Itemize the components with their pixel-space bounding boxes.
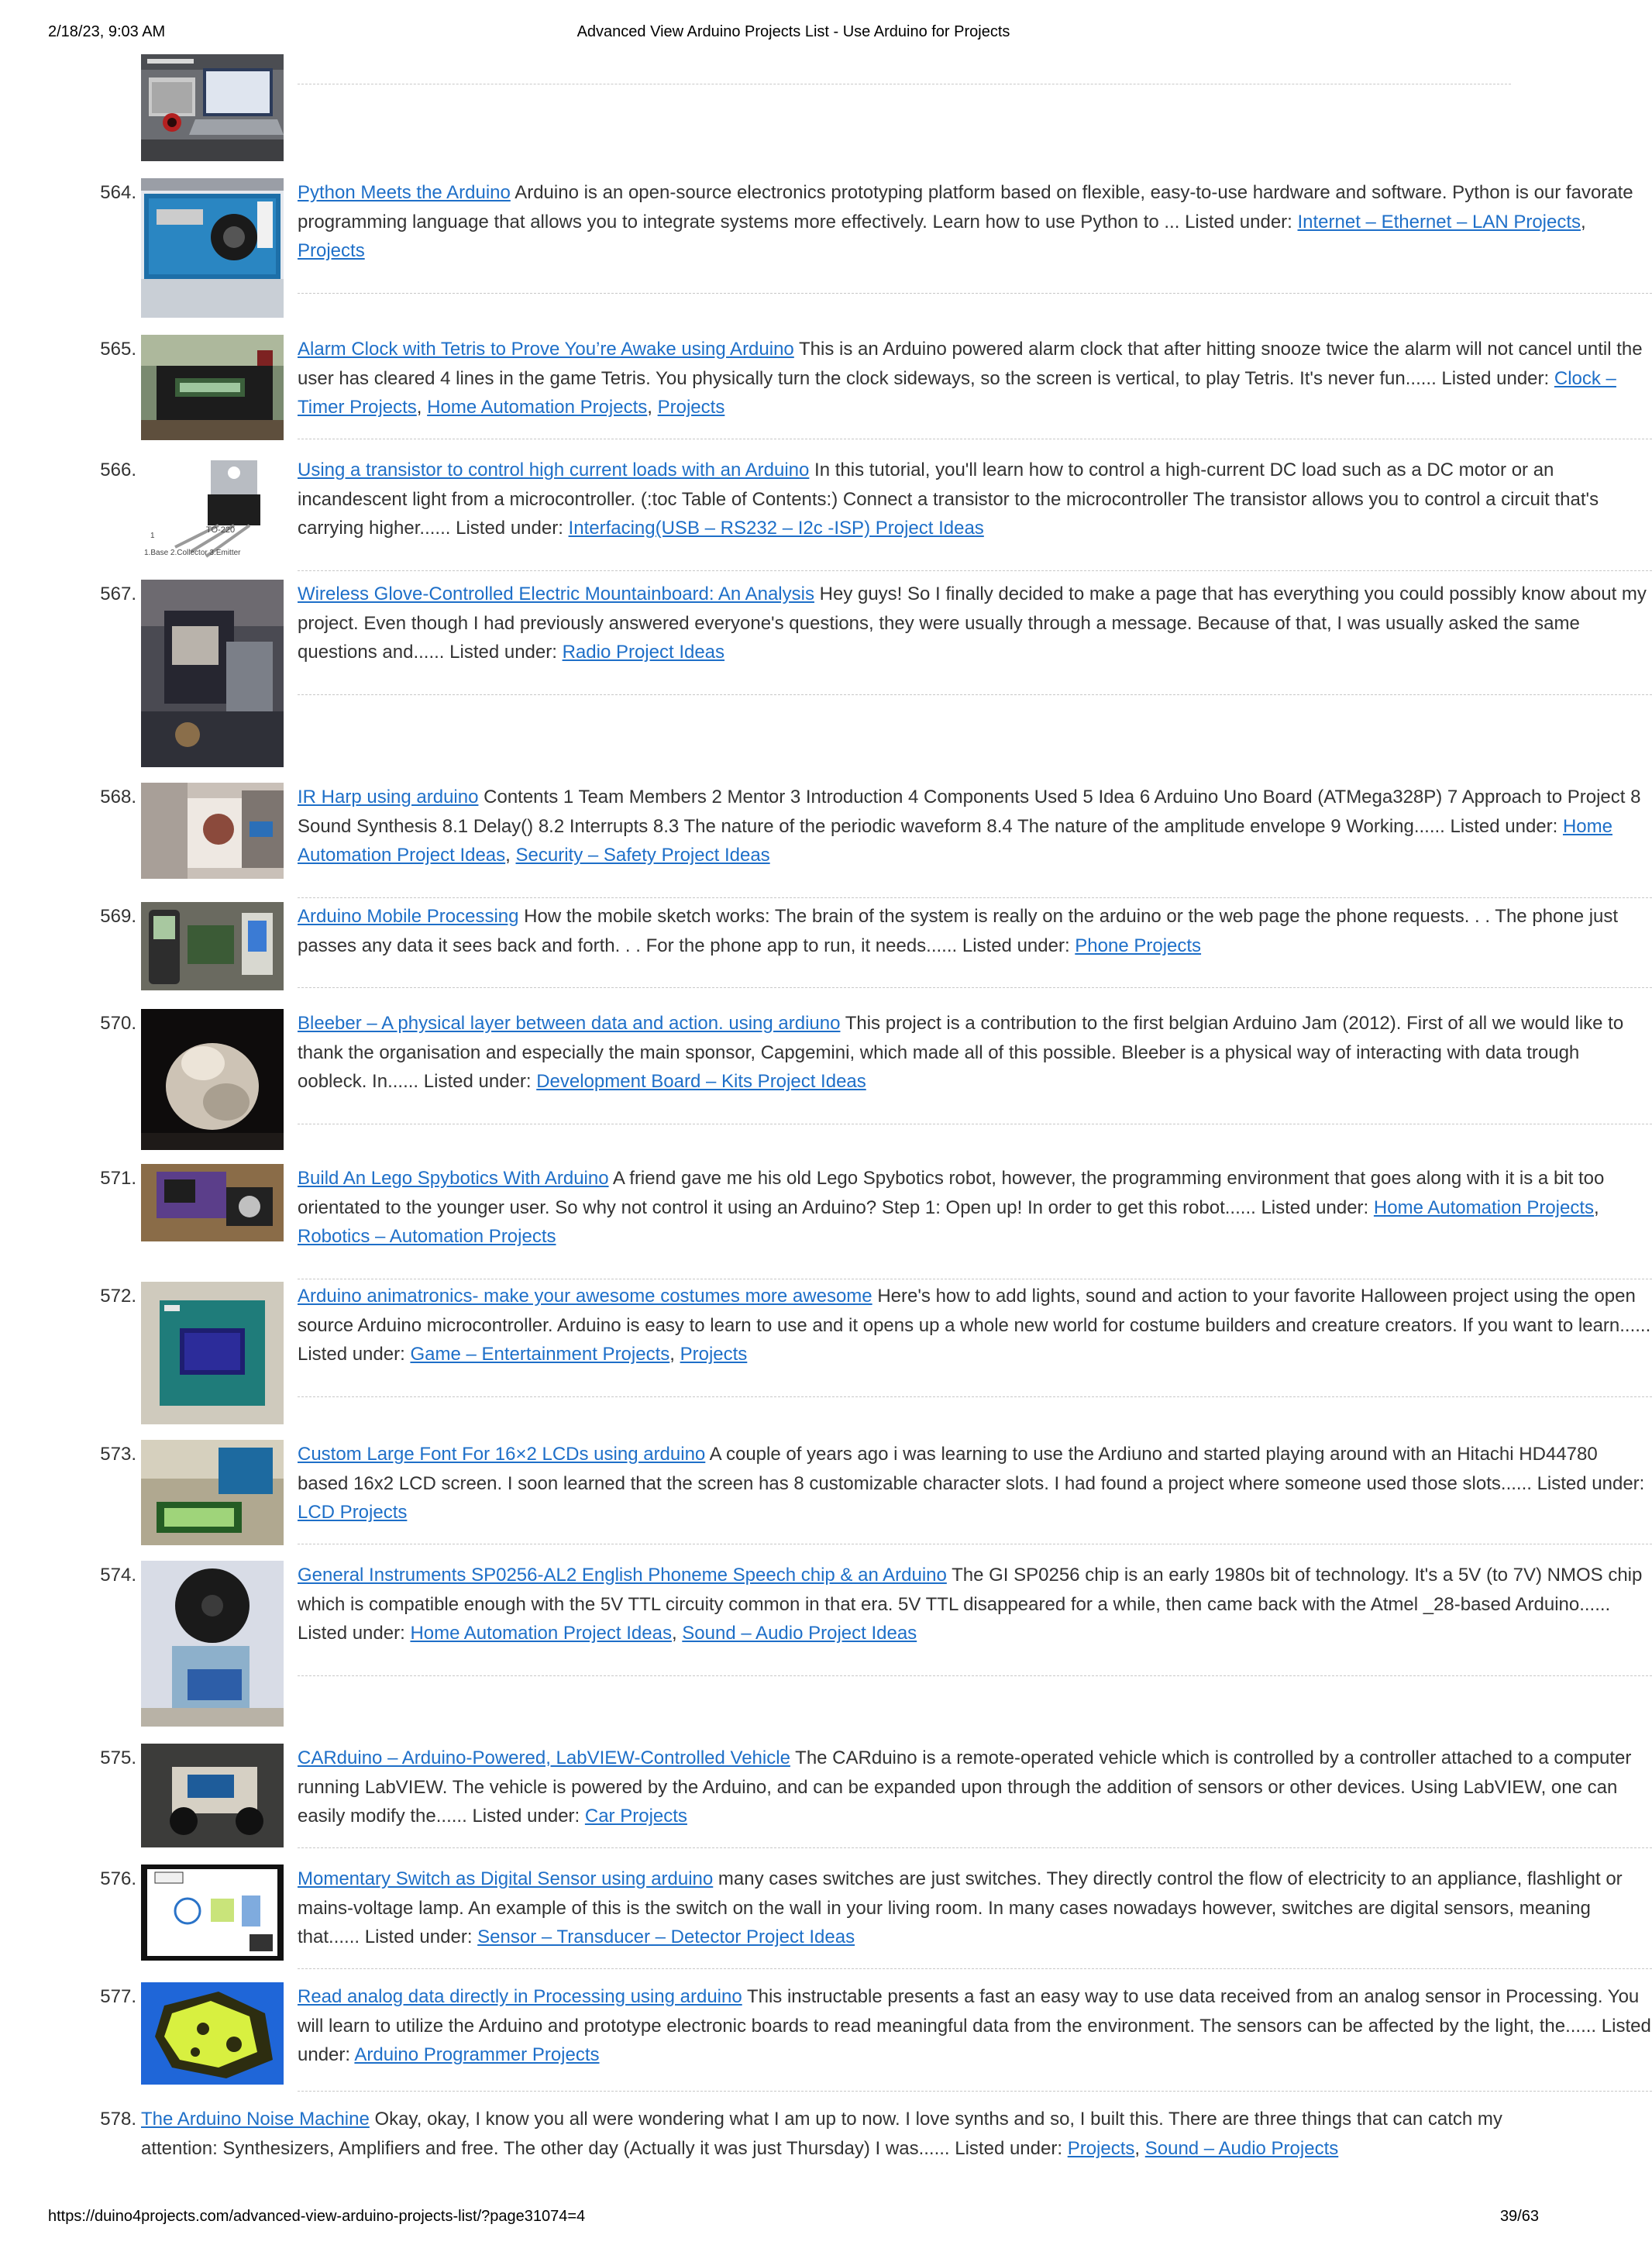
item-description: In this tutorial, you'll learn how to control a high-current DC load such as a DC motor or an incandescent light from a microcontroller. (:toc Table of Contents:) Connect a transistor to the microcontroller The transistor allows you to control a circuit that's carrying higher...... — [298, 460, 1599, 539]
item-text: Alarm Clock with Tetris to Prove You’re Awake using Arduino This is an Arduino powered alarm clock that after hitting snooze twice the alarm will not cancel until the user has cleared 4 lines in the game Tetris. You physically turn the clock sideways, so the screen is vertical, to play Tetris. It's never fun...... Listed under: Clock – Timer Projects, Home Automation Projects, Projects — [298, 339, 1643, 418]
print-page-title: Advanced View Arduino Projects List - Use Arduino for Projects — [576, 23, 1010, 40]
item-thumbnail[interactable] — [141, 456, 284, 564]
item-title-link[interactable]: IR Harp using arduino — [298, 787, 479, 807]
category-link[interactable]: Security – Safety Project Ideas — [515, 845, 770, 866]
item-text: General Instruments SP0256-AL2 English Phoneme Speech chip & an Arduino The GI SP0256 chip is an early 1980s bit of technology. It's a 5V (to 7V) NMOS chip which is compatible enough with the 5V TTL circuity common in that era. 5V TTL disappeared for a while, then came back with the Atmel _28-based Arduino...... Listed under: Home Automation Project Ideas, Sound – Audio Project Ideas — [298, 1565, 1643, 1644]
item-text: IR Harp using arduino Contents 1 Team Members 2 Mentor 3 Introduction 4 Components Used 5 Idea 6 Arduino Uno Board (ATMega328P) 7 Approach to Project 8 Sound Synthesis 8.1 Delay() 8.2 Interrupts 8.3 The nature of the periodic waveform 8.4 The nature of the amplitude envelope 9 Working...... Listed under: Home Automation Project Ideas, Security – Safety Project Ideas — [298, 787, 1641, 866]
item-number: 570. — [100, 1013, 136, 1034]
photo-thumbnail-icon — [141, 1744, 284, 1847]
item-title-link[interactable]: Custom Large Font For 16×2 LCDs using arduino — [298, 1444, 706, 1465]
category-link[interactable]: Home Automation Project Ideas — [410, 1623, 672, 1644]
listed-under-label: Listed under: — [1450, 815, 1558, 837]
print-page-number: 39/63 — [1499, 2208, 1539, 2225]
listed-under-label: Listed under: — [962, 935, 1070, 956]
item-thumbnail[interactable] — [141, 902, 284, 990]
listed-under-label: Listed under: — [955, 2137, 1063, 2159]
photo-thumbnail-icon — [141, 178, 284, 318]
transistor-diagram-icon — [141, 456, 284, 564]
print-header — [48, 23, 1539, 50]
photo-thumbnail-icon — [141, 1282, 284, 1424]
category-link[interactable]: Home Automation Projects — [1373, 1197, 1595, 1218]
category-link[interactable]: Internet – Ethernet – LAN Projects — [1297, 211, 1581, 232]
item-thumbnail[interactable] — [141, 783, 284, 879]
item-thumbnail[interactable] — [141, 1865, 284, 1961]
item-text: Build An Lego Spybotics With Arduino A friend gave me his old Lego Spybotics robot, however, the programming environment that goes along with it is a bit too orientated to the younger user. So why not control it using an Arduino? Step 1: Open up! In order to get this robot...... Listed under: Home Automation Projects, Robotics – Automation Projects — [298, 1168, 1605, 1247]
item-title-link[interactable]: The Arduino Noise Machine — [141, 2109, 370, 2130]
category-link[interactable]: Clock – Timer Projects — [298, 367, 1616, 418]
item-title-link[interactable]: Arduino animatronics- make your awesome costumes more awesome — [298, 1286, 872, 1307]
divider — [298, 1847, 1652, 1848]
item-text — [298, 1744, 1652, 1831]
photo-thumbnail-icon — [141, 1561, 284, 1727]
listed-under-label: Listed under: — [298, 1344, 405, 1365]
item-number: 573. — [100, 1444, 136, 1465]
item-number: 574. — [100, 1565, 136, 1586]
category-link[interactable]: Projects — [657, 397, 725, 418]
item-thumbnail[interactable] — [141, 1009, 284, 1150]
category-link[interactable]: Car Projects — [584, 1806, 687, 1827]
item-thumbnail[interactable] — [141, 178, 284, 318]
item-number: 571. — [100, 1168, 136, 1189]
category-link[interactable]: Arduino Programmer Projects — [354, 2044, 600, 2065]
category-link[interactable]: Interfacing(USB – RS232 – I2c -ISP) Project Ideas — [568, 518, 984, 539]
item-thumbnail[interactable] — [141, 1440, 284, 1545]
item-description: Contents 1 Team Members 2 Mentor 3 Introduction 4 Components Used 5 Idea 6 Arduino Uno Board (ATMega328P) 7 Approach to Project 8 Sound Synthesis 8.1 Delay() 8.2 Interrupts 8.3 The nature of the periodic waveform 8.4 The nature of the amplitude envelope 9 Working...... — [298, 787, 1641, 837]
item-text — [298, 580, 1652, 667]
item-thumbnail[interactable] — [141, 1744, 284, 1847]
item-description: How the mobile sketch works: The brain of the system is really on the arduino or the web page the phone requests. . . The phone just passes any data it sees back and forth. . . For the phone app to run, it needs...... — [298, 906, 1619, 956]
item-text — [298, 1865, 1652, 1952]
item-title-link[interactable]: Wireless Glove-Controlled Electric Mountainboard: An Analysis — [298, 584, 814, 604]
listed-under-label: Listed under: — [298, 1623, 405, 1644]
item-number: 578. — [100, 2109, 136, 2130]
laptop-photo-icon — [141, 54, 284, 161]
item-text — [298, 456, 1652, 543]
category-link[interactable]: LCD Projects — [298, 1502, 408, 1523]
listed-under-label: Listed under: — [1441, 367, 1550, 389]
divider — [298, 694, 1652, 695]
print-date: 2/18/23, 9:03 AM — [48, 23, 166, 40]
item-number: 572. — [100, 1286, 136, 1307]
item-title-link[interactable]: Momentary Switch as Digital Sensor using arduino — [298, 1868, 714, 1889]
pin-legend: 1.Base 2.Collector 3.Emitter — [144, 549, 241, 557]
item-number: 576. — [100, 1868, 136, 1889]
item-text — [298, 1982, 1652, 2070]
item-description: Okay, okay, I know you all were wondering what I am up to now. I love synths and so, I built this. There are three things that can catch my attention: Synthesizers, Amplifiers and free. The other day (Actually it was just Thursday) I was...... — [141, 2109, 1502, 2159]
item-title-link[interactable]: Alarm Clock with Tetris to Prove You’re Awake using Arduino — [298, 339, 794, 360]
item-description: This project is a contribution to the first belgian Arduino Jam (2012). First of all we would like to thank the organisation and especially the main sponsor, Capgemini, which made all of this possible. Bleeber is a physical way of interacting with data trough oobleck. In...... — [298, 1013, 1624, 1092]
listed-under-label: Listed under: — [1261, 1197, 1369, 1218]
photo-thumbnail-icon — [141, 783, 284, 879]
item-text: Python Meets the Arduino Arduino is an open-source electronics prototyping platform based on flexible, easy-to-use hardware and software. Python is our favorate programming language that allows you to integrate systems more effectively. Learn how to use Python to ... Listed under: Internet – Ethernet – LAN Projects, Projects — [298, 182, 1633, 261]
prev-entry-thumbnail[interactable] — [141, 54, 284, 161]
item-number: 575. — [100, 1747, 136, 1768]
listed-under-label: Listed under: — [423, 1071, 532, 1092]
category-link[interactable]: Home Automation Project Ideas — [298, 815, 1612, 866]
photo-thumbnail-icon — [141, 1164, 284, 1241]
listed-under-label: Listed under: — [456, 518, 563, 539]
pin-number-label: 1 — [150, 532, 155, 540]
item-thumbnail[interactable] — [141, 335, 284, 440]
print-footer — [48, 2208, 1539, 2231]
listed-under-label: Listed under: — [364, 1926, 473, 1947]
divider — [298, 293, 1652, 294]
print-url: https://duino4projects.com/advanced-view-arduino-projects-list/?page31074=4 — [48, 2208, 586, 2225]
divider — [298, 570, 1652, 571]
item-thumbnail[interactable] — [141, 1982, 284, 2085]
divider — [298, 987, 1652, 988]
item-title-link[interactable]: Python Meets the Arduino — [298, 182, 511, 203]
switch-diagram-icon — [141, 1865, 284, 1961]
package-label: TO-220 — [206, 525, 236, 535]
photo-thumbnail-icon — [141, 335, 284, 440]
item-description: This instructable presents a fast an easy way to use data received from an analog sensor in Processing. You will learn to utilize the Arduino and prototype electronic boards to read meaningful data from the environment. The sensors can be affected by the light, the...... — [298, 1986, 1640, 2037]
category-link[interactable]: Home Automation Projects — [427, 397, 648, 418]
item-number: 564. — [100, 182, 136, 203]
item-title-link[interactable]: Arduino Mobile Processing — [298, 906, 519, 927]
item-description: A couple of years ago i was learning to use the Ardiuno and started playing around with an Hitachi HD44780 based 16x2 LCD screen. I soon learned that the screen has 8 customizable character slots. I had found a project where someone used those slots...... — [298, 1444, 1598, 1494]
item-number: 577. — [100, 1986, 136, 2007]
item-description: A friend gave me his old Lego Spybotics robot, however, the programming environment that goes along with it is a bit too orientated to the younger user. So why not control it using an Arduino? Step 1: Open up! In order to get this robot...... — [298, 1168, 1605, 1218]
photo-thumbnail-icon — [141, 1009, 284, 1150]
item-description: The CARduino is a remote-operated vehicle which is controlled by a controller attached to a computer running LabVIEW. The vehicle is powered by the Arduino, and can be expanded upon through the addition of sensors or other devices. Using LabVIEW, one can easily modify the...... — [298, 1747, 1632, 1827]
category-link[interactable]: Game – Entertainment Projects — [410, 1344, 670, 1365]
listed-under-label: Listed under: — [1537, 1472, 1645, 1494]
item-thumbnail[interactable] — [141, 580, 284, 767]
photo-thumbnail-icon — [141, 902, 284, 990]
listed-under-label: Listed under: — [298, 2015, 1651, 2065]
category-link[interactable]: Phone Projects — [1075, 935, 1202, 956]
item-text — [298, 902, 1652, 960]
item-title-link[interactable]: General Instruments SP0256-AL2 English Phoneme Speech chip & an Arduino — [298, 1565, 947, 1586]
item-number: 568. — [100, 787, 136, 807]
item-description: many cases switches are just switches. They directly control the flow of electricity to an appliance, flashlight or mains-voltage lamp. An example of this is the switch on the wall in your living room. In many cases nowadays however, switches are digital sensors, meaning that...... — [298, 1868, 1623, 1947]
item-text: Arduino animatronics- make your awesome costumes more awesome Here's how to add lights, sound and action to your favorite Halloween project using the open source Arduino microcontroller. Arduino is easy to learn to use and it opens up a whole new world for costume builders and creature creators. If you want to learn...... Listed under: Game – Entertainment Projects, Projects — [298, 1286, 1651, 1365]
category-link[interactable]: Sensor – Transducer – Detector Project Ideas — [477, 1926, 855, 1947]
category-link[interactable]: Robotics – Automation Projects — [298, 1226, 556, 1247]
item-title-link[interactable]: Bleeber – A physical layer between data and action. using ardiuno — [298, 1013, 841, 1034]
3d-visualization-icon — [141, 1982, 284, 2085]
item-title-link[interactable]: CARduino – Arduino-Powered, LabVIEW-Controlled Vehicle — [298, 1747, 790, 1768]
item-description: The GI SP0256 chip is an early 1980s bit of technology. It's a 5V (to 7V) NMOS chip which is compatible enough with the 5V TTL circuity common in that era. 5V TTL disappeared for a while, then came back with the Atmel _28-based Arduino...... — [298, 1565, 1643, 1615]
divider — [298, 1675, 1652, 1676]
item-thumbnail[interactable] — [141, 1164, 284, 1241]
listed-under-label: Listed under: — [1185, 211, 1292, 232]
listed-under-label: Listed under: — [449, 642, 557, 663]
item-description: This is an Arduino powered alarm clock that after hitting snooze twice the alarm will not cancel until the user has cleared 4 lines in the game Tetris. You physically turn the clock sideways, so the screen is vertical, to play Tetris. It's never fun...... — [298, 339, 1643, 389]
divider — [298, 897, 1652, 898]
category-link[interactable]: Projects — [680, 1344, 748, 1365]
category-link[interactable]: Sound – Audio Projects — [1144, 2137, 1339, 2159]
category-link[interactable]: Development Board – Kits Project Ideas — [536, 1071, 866, 1092]
item-description: Hey guys! So I finally decided to make a page that has everything you could possibly know about my project. Even though I had previously answered everyone's questions, they were usually through a message. Because of that, I was usually asked the same questions and...... — [298, 584, 1647, 663]
photo-thumbnail-icon — [141, 580, 284, 767]
divider — [298, 1968, 1652, 1969]
category-link[interactable]: Projects — [1067, 2137, 1135, 2159]
divider — [298, 2091, 1652, 2092]
item-title-link[interactable]: Build An Lego Spybotics With Arduino — [298, 1168, 609, 1189]
item-text: The Arduino Noise Machine Okay, okay, I know you all were wondering what I am up to now. I love synths and so, I built this. There are three things that can catch my attention: Synthesizers, Amplifiers and free. The other day (Actually it was just Thursday) I was...... Listed under: Projects, Sound – Audio Projects — [141, 2109, 1502, 2159]
item-number: 569. — [100, 906, 136, 927]
category-link[interactable]: Sound – Audio Project Ideas — [682, 1623, 917, 1644]
item-title-link[interactable]: Using a transistor to control high current loads with an Arduino — [298, 460, 810, 480]
listed-under-label: Listed under: — [472, 1806, 580, 1827]
item-title-link[interactable]: Read analog data directly in Processing using arduino — [298, 1986, 742, 2007]
item-text — [298, 1009, 1652, 1097]
item-thumbnail[interactable] — [141, 1561, 284, 1727]
category-link[interactable]: Radio Project Ideas — [562, 642, 725, 663]
item-number: 567. — [100, 584, 136, 604]
item-text — [298, 1440, 1652, 1527]
item-description: Here's how to add lights, sound and action to your favorite Halloween project using the open source Arduino microcontroller. Arduino is easy to learn to use and it opens up a whole new world for costume builders and creature creators. If you want to learn...... — [298, 1286, 1651, 1336]
item-description: Arduino is an open-source electronics prototyping platform based on flexible, easy-to-use hardware and software. Python is our favorate programming language that allows you to integrate systems more effectively. Learn how to use Python to ... — [298, 182, 1633, 232]
item-number: 565. — [100, 339, 136, 360]
item-thumbnail[interactable] — [141, 1282, 284, 1424]
category-link[interactable]: Projects — [298, 240, 365, 261]
divider — [298, 1396, 1652, 1397]
photo-thumbnail-icon — [141, 1440, 284, 1545]
item-number: 566. — [100, 460, 136, 480]
